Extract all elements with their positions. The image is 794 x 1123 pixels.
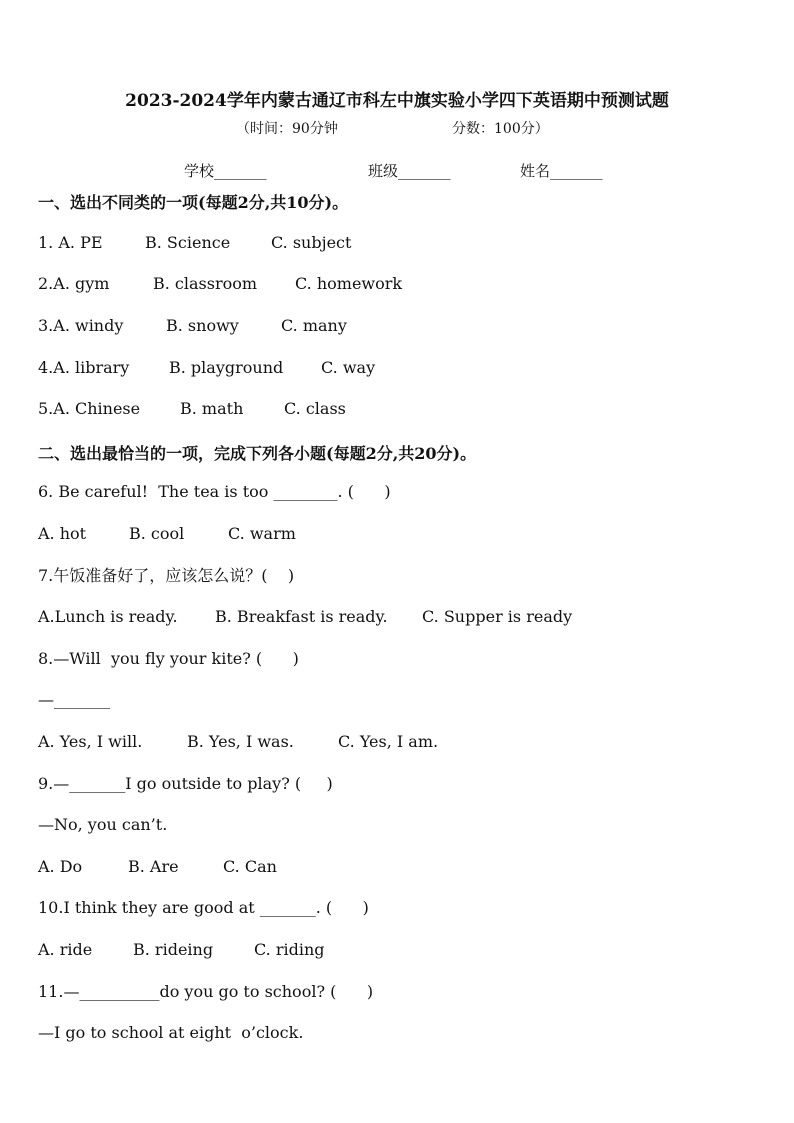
reply-line: —I go to school at eight o’clock.: [38, 1023, 304, 1042]
option-a: 5.A. Chinese: [38, 399, 141, 418]
exam-time: （时间：90分钟: [236, 121, 338, 137]
question-stem: 8.—Will you fly your kite? ( ): [38, 649, 299, 668]
option-a: A. hot: [38, 524, 87, 543]
section-1-heading: 一、选出不同类的一项(每题2分,共10分)。: [38, 193, 349, 212]
option-a: A. ride: [38, 940, 93, 959]
option-b: B. classroom: [153, 274, 258, 293]
option-b: B. Breakfast is ready.: [215, 607, 388, 626]
option-b: B. playground: [169, 358, 284, 377]
option-c: C. Yes, I am.: [338, 732, 439, 751]
question-stem: 9.—_______I go outside to play? ( ): [38, 774, 333, 793]
option-b: B. snowy: [166, 316, 239, 335]
option-c: C. many: [281, 316, 347, 335]
option-c: C. riding: [254, 940, 325, 959]
option-c: C. way: [321, 358, 376, 377]
answer-blank: —_______: [38, 690, 110, 709]
option-a: 3.A. windy: [38, 316, 124, 335]
section-2-heading: 二、选出最恰当的一项，完成下列各小题(每题2分,共20分)。: [38, 444, 477, 463]
option-b: B. Science: [145, 233, 231, 252]
option-a: A. Do: [38, 857, 83, 876]
option-a: A. Yes, I will.: [38, 732, 143, 751]
option-b: B. rideing: [133, 940, 214, 959]
option-b: B. Yes, I was.: [187, 732, 294, 751]
question-stem: 6. Be careful! The tea is too ________. ( ): [38, 482, 391, 501]
option-c: C. Supper is ready: [422, 607, 573, 626]
exam-score: 分数：100分）: [452, 121, 549, 137]
option-b: B. cool: [129, 524, 185, 543]
option-c: C. homework: [295, 274, 403, 293]
option-c: C. warm: [228, 524, 296, 543]
option-b: B. Are: [128, 857, 179, 876]
name-field: 姓名_______: [520, 162, 603, 180]
option-c: C. subject: [271, 233, 352, 252]
page-title: 2023-2024学年内蒙古通辽市科左中旗实验小学四下英语期中预测试题: [125, 91, 669, 111]
option-a: A.Lunch is ready.: [38, 607, 178, 626]
class-field: 班级_______: [368, 162, 451, 180]
school-field: 学校_______: [184, 162, 267, 180]
option-a: 2.A. gym: [38, 274, 110, 293]
option-a: 1. A. PE: [38, 233, 103, 252]
question-stem: 7.午饭准备好了，应该怎么说？( ): [38, 566, 295, 585]
option-c: C. class: [284, 399, 346, 418]
option-a: 4.A. library: [38, 358, 130, 377]
option-b: B. math: [180, 399, 244, 418]
reply-line: —No, you can’t.: [38, 815, 168, 834]
question-stem: 10.I think they are good at _______. ( ): [38, 898, 369, 917]
question-stem: 11.—__________do you go to school? ( ): [38, 982, 374, 1001]
option-c: C. Can: [223, 857, 277, 876]
